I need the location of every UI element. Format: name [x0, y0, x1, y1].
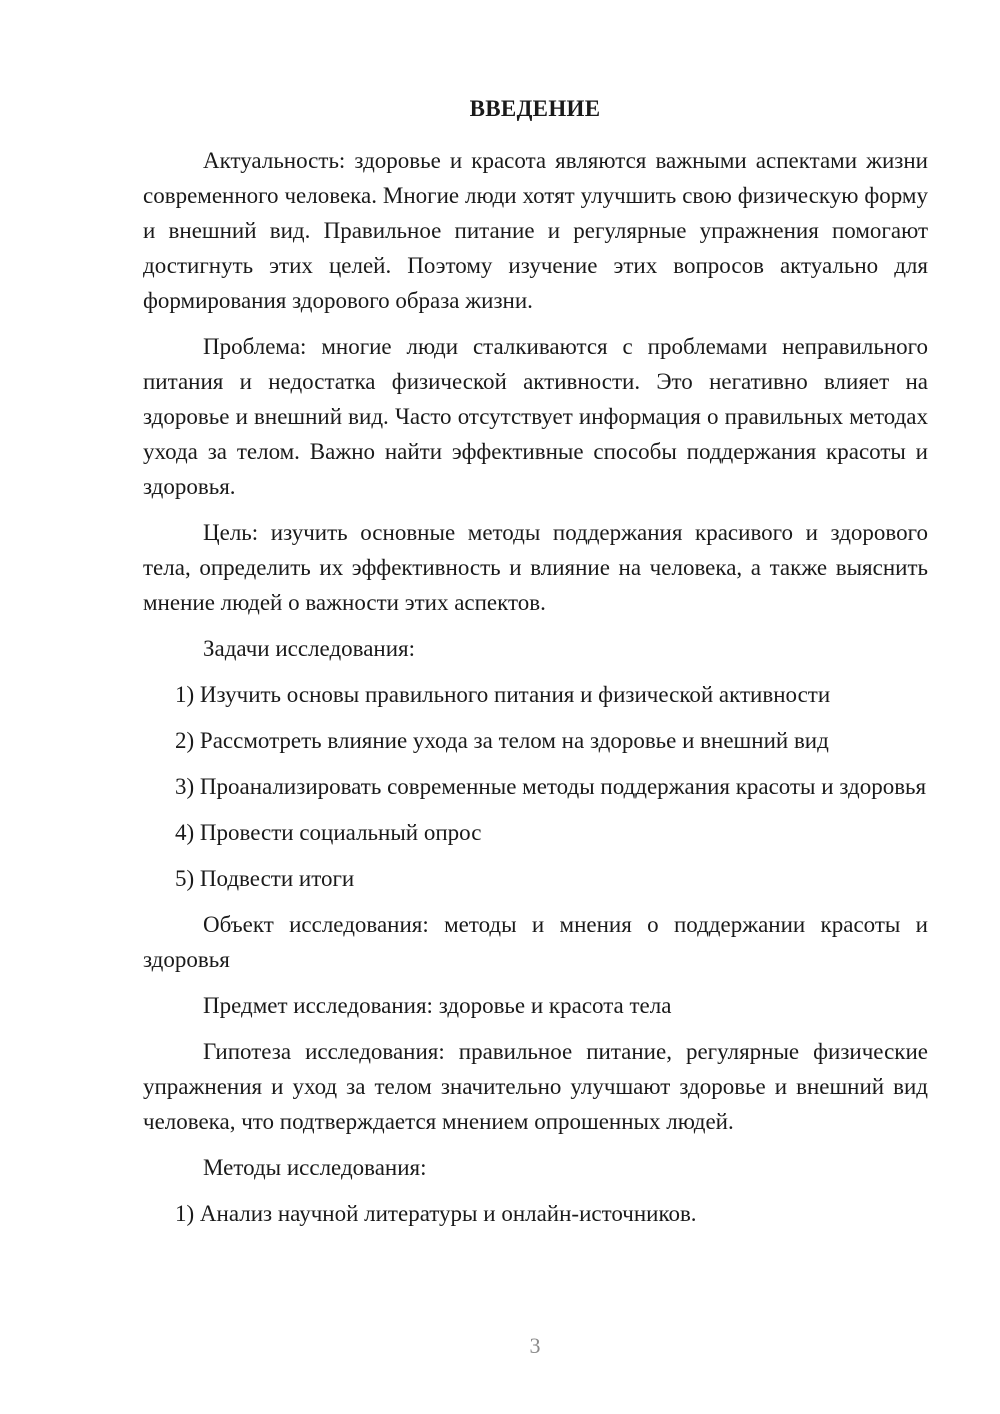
tasks-heading: Задачи исследования: — [203, 636, 416, 661]
paragraph-hypothesis: Гипотеза исследования: правильное питание, регулярные физические упражнения и уход за телом значительно улучшают здоровье и внешний вид человека, что подтверждается мнением опрошенных людей. — [143, 1039, 928, 1134]
task-item-1: 1) Изучить основы правильного питания и физической активности — [175, 682, 831, 707]
page-number: 3 — [529, 1333, 541, 1358]
task-item-4: 4) Провести социальный опрос — [175, 820, 482, 845]
task-item-5: 5) Подвести итоги — [175, 866, 355, 891]
task-item-3: 3) Проанализировать современные методы поддержания красоты и здоровья — [175, 774, 927, 799]
paragraph-subject: Предмет исследования: здоровье и красота тела — [203, 993, 672, 1018]
document-body — [143, 143, 928, 1242]
methods-heading: Методы исследования: — [203, 1155, 427, 1180]
paragraph-problem: Проблема: многие люди сталкиваются с проблемами неправильного питания и недостатка физической активности. Это негативно влияет на здоровье и внешний вид. Часто отсутствует информация о правильных методах ухода за телом. Важно найти эффективные способы поддержания красоты и здоровья. — [143, 334, 928, 499]
section-title: ВВЕДЕНИЕ — [469, 96, 601, 121]
task-item-2: 2) Рассмотреть влияние ухода за телом на здоровье и внешний вид — [175, 728, 829, 753]
paragraph-goal: Цель: изучить основные методы поддержания красивого и здорового тела, определить их эффективность и влияние на человека, а также выяснить мнение людей о важности этих аспектов. — [143, 520, 928, 615]
method-item-1: 1) Анализ научной литературы и онлайн-источников. — [175, 1201, 697, 1226]
paragraph-relevance: Актуальность: здоровье и красота являются важными аспектами жизни современного человека. Многие люди хотят улучшить свою физическую форму и внешний вид. Правильное питание и регулярные упражнения помогают достигнуть этих целей. Поэтому изучение этих вопросов актуально для формирования здорового образа жизни. — [143, 148, 928, 313]
paragraph-object: Объект исследования: методы и мнения о поддержании красоты и здоровья — [143, 912, 928, 972]
